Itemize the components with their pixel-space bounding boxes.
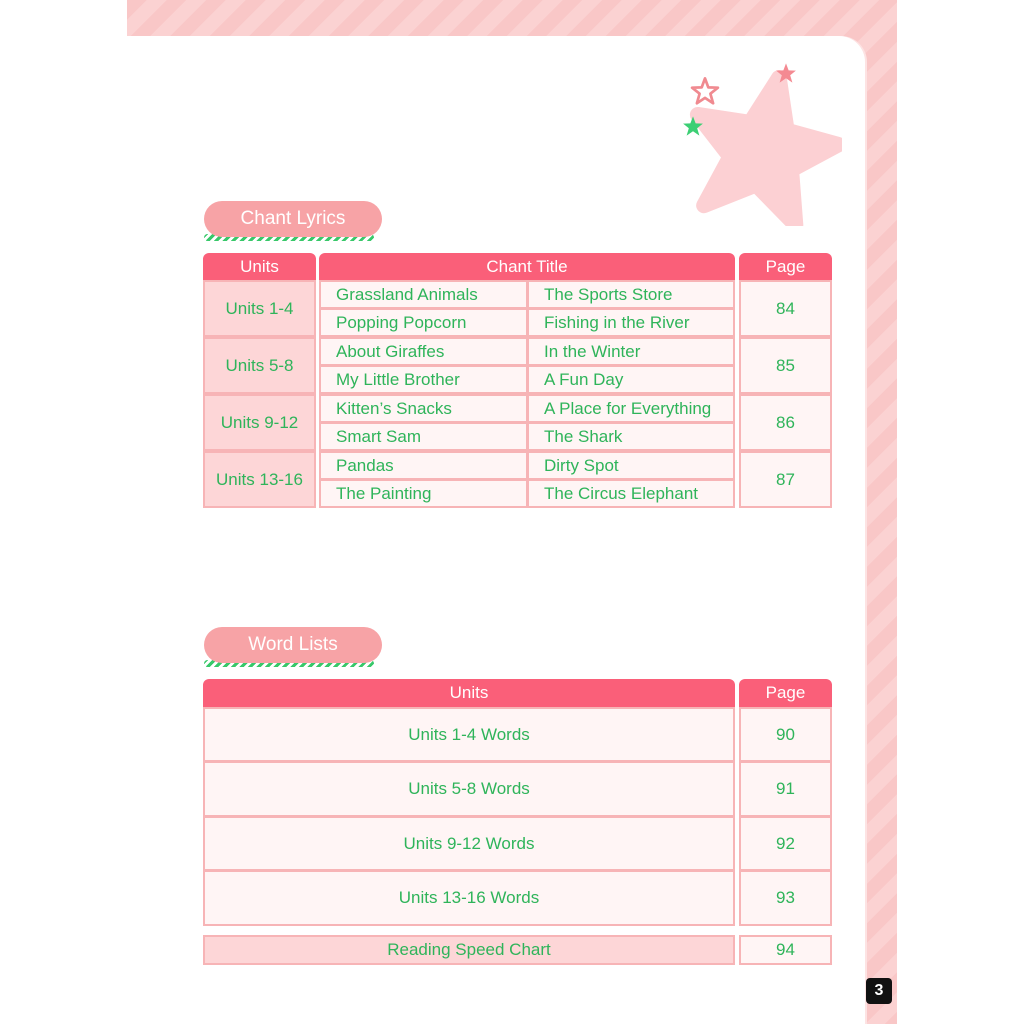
chant-page-cell: 84 <box>739 280 832 337</box>
chant-title-cell: In the Winter <box>527 337 735 366</box>
word-list-row: Units 5-8 Words <box>203 761 735 817</box>
reading-speed-chart-page: 94 <box>739 935 832 965</box>
chant-page-cell: 86 <box>739 394 832 451</box>
chant-title-cell: About Giraffes <box>319 337 528 366</box>
word-list-page: 91 <box>739 761 832 817</box>
chant-title-cell: A Place for Everything <box>527 394 735 423</box>
star-pink-icon <box>775 62 797 84</box>
word-list-page: 92 <box>739 816 832 871</box>
chant-title-cell: Kitten’s Snacks <box>319 394 528 423</box>
chant-title-cell: Popping Popcorn <box>319 308 528 337</box>
chant-units-cell: Units 9-12 <box>203 394 316 451</box>
word-header-units: Units <box>203 679 735 707</box>
chant-title-cell: Smart Sam <box>319 422 528 451</box>
reading-speed-chart-row: Reading Speed Chart <box>203 935 735 965</box>
chant-units-cell: Units 13-16 <box>203 451 316 508</box>
chant-title-cell: The Circus Elephant <box>527 479 735 508</box>
chant-page-cell: 85 <box>739 337 832 394</box>
chant-title-cell: Pandas <box>319 451 528 480</box>
chant-title-cell: The Painting <box>319 479 528 508</box>
chant-title-cell: Dirty Spot <box>527 451 735 480</box>
star-green-icon <box>682 115 704 137</box>
word-header-page: Page <box>739 679 832 707</box>
chant-header-title: Chant Title <box>319 253 735 280</box>
chant-units-cell: Units 5-8 <box>203 337 316 394</box>
chant-header-units: Units <box>203 253 316 280</box>
chant-units-cell: Units 1-4 <box>203 280 316 337</box>
chant-title-cell: Fishing in the River <box>527 308 735 337</box>
page-number: 3 <box>866 978 892 1004</box>
word-list-page: 90 <box>739 707 832 762</box>
chant-title-cell: The Shark <box>527 422 735 451</box>
chant-title-cell: My Little Brother <box>319 365 528 394</box>
word-list-page: 93 <box>739 870 832 926</box>
word-list-row: Units 13-16 Words <box>203 870 735 926</box>
word-lists-heading: Word Lists <box>204 627 382 663</box>
word-list-row: Units 9-12 Words <box>203 816 735 871</box>
chant-title-cell: A Fun Day <box>527 365 735 394</box>
chant-title-cell: The Sports Store <box>527 280 735 309</box>
chant-page-cell: 87 <box>739 451 832 508</box>
chant-lyrics-heading: Chant Lyrics <box>204 201 382 237</box>
chant-title-cell: Grassland Animals <box>319 280 528 309</box>
star-outline-icon <box>690 76 720 106</box>
chant-header-page: Page <box>739 253 832 280</box>
word-list-row: Units 1-4 Words <box>203 707 735 762</box>
